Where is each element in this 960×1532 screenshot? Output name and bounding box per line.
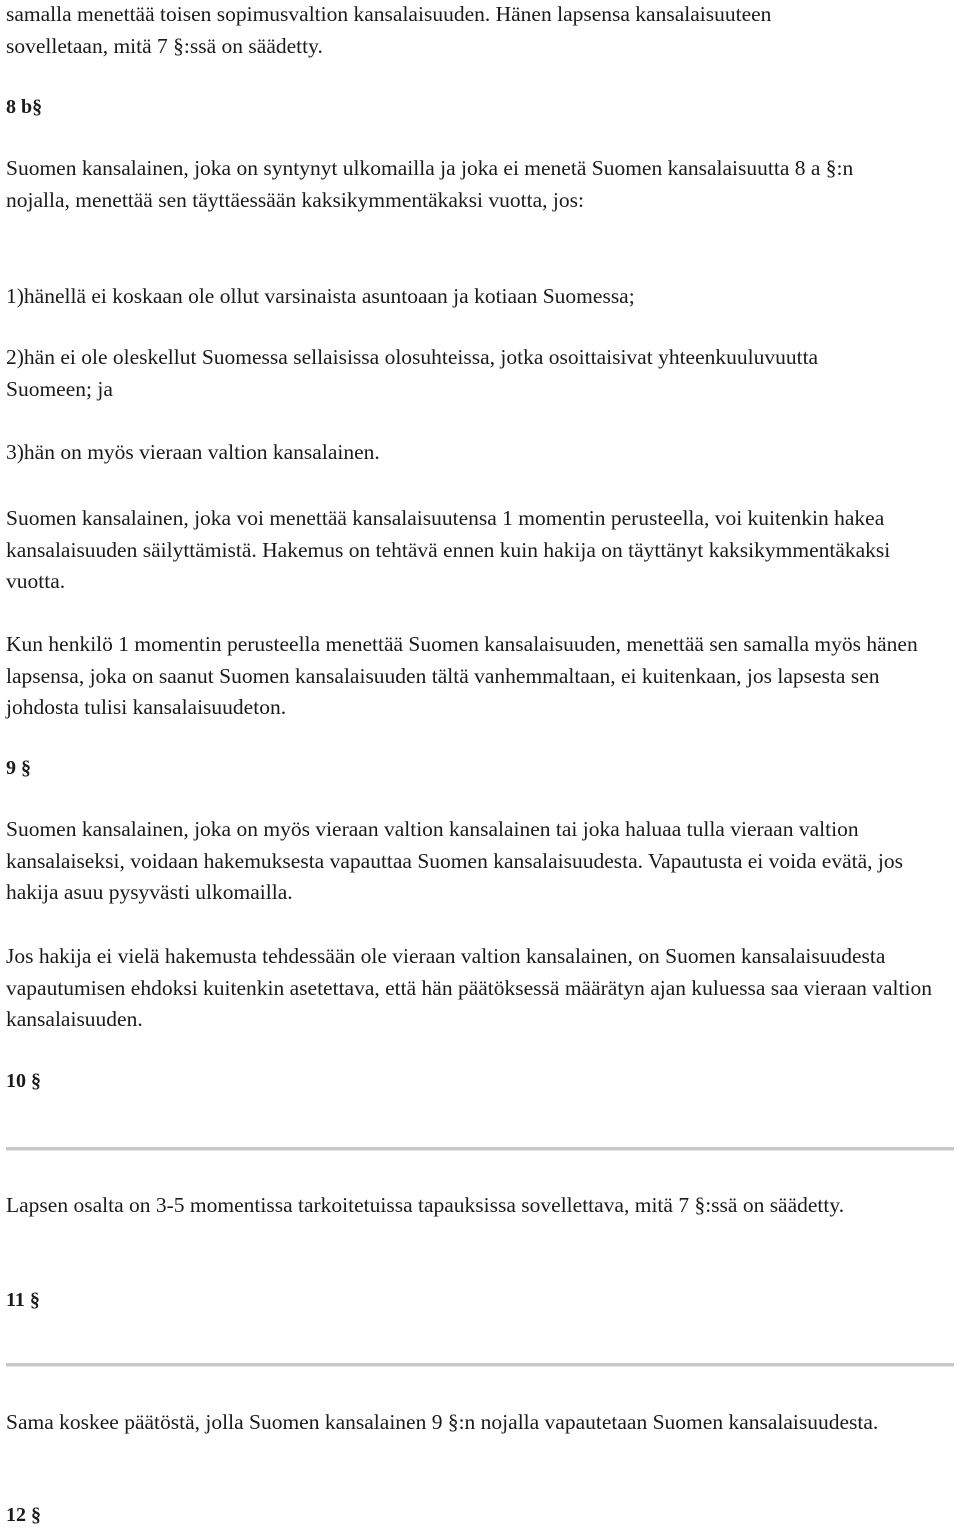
paragraph-9-mom1: Suomen kansalainen, joka on myös vieraan valtion kansalainen tai joka haluaa tulla vieraan valtion kansalaiseksi, voidaan hakemuksesta vapauttaa Suomen kansalaisuudesta. Vapautusta ei voida evätä, jos hakija asuu pysyvästi ulkomailla. (6, 817, 903, 904)
section-heading-12: 12 § (6, 1504, 41, 1526)
list-item-8b-3: 3)hän on myös vieraan valtion kansalainen. (6, 440, 380, 464)
list-item-8b-2: 2)hän ei ole oleskellut Suomessa sellaisissa olosuhteissa, jotka osoittaisivat yhteenkuuluvuutta Suomeen; ja (6, 345, 819, 401)
section-heading-10: 10 § (6, 1070, 41, 1092)
horizontal-rule (6, 1147, 954, 1151)
paragraph-9-mom2: Jos hakija ei vielä hakemusta tehdessään ole vieraan valtion kansalainen, on Suomen kansalaisuudesta vapautumisen ehdoksi kuitenkin asetettava, että hän päätöksessä määrätyn ajan kuluessa saa vieraan valtion kansalaisuuden. (6, 944, 932, 1031)
paragraph-continuation: samalla menettää toisen sopimusvaltion kansalaisuuden. Hänen lapsensa kansalaisuuteen sovelletaan, mitä 7 §:ssä on säädetty. (6, 2, 772, 58)
section-heading-9: 9 § (6, 757, 31, 779)
paragraph-8b-mom2: Suomen kansalainen, joka voi menettää kansalaisuutensa 1 momentin perusteella, voi kuitenkin hakea kansalaisuuden säilyttämistä. Hakemus on tehtävä ennen kuin hakija on täyttänyt kaksikymmentäkaksi vuotta. (6, 506, 891, 593)
paragraph-10: Lapsen osalta on 3-5 momentissa tarkoitetuissa tapauksissa sovellettava, mitä 7 §:ssä on säädetty. (6, 1193, 845, 1217)
horizontal-rule (6, 1363, 954, 1367)
paragraph-8b-intro: Suomen kansalainen, joka on syntynyt ulkomailla ja joka ei menetä Suomen kansalaisuutta 8 a §:n nojalla, menettää sen täyttäessään kaksikymmentäkaksi vuotta, jos: (6, 156, 854, 212)
section-heading-8b: 8 b§ (6, 96, 43, 118)
section-heading-11: 11 § (6, 1289, 40, 1311)
paragraph-11: Sama koskee päätöstä, jolla Suomen kansalainen 9 §:n nojalla vapautetaan Suomen kansalaisuudesta. (6, 1410, 879, 1434)
paragraph-8b-mom3: Kun henkilö 1 momentin perusteella menettää Suomen kansalaisuuden, menettää sen samalla myös hänen lapsensa, joka on saanut Suomen kansalaisuuden tältä vanhemmaltaan, ei kuitenkaan, jos lapsesta sen johdosta tulisi kansalaisuudeton. (6, 632, 918, 719)
list-item-8b-1: 1)hänellä ei koskaan ole ollut varsinaista asuntoaan ja kotiaan Suomessa; (6, 284, 635, 308)
